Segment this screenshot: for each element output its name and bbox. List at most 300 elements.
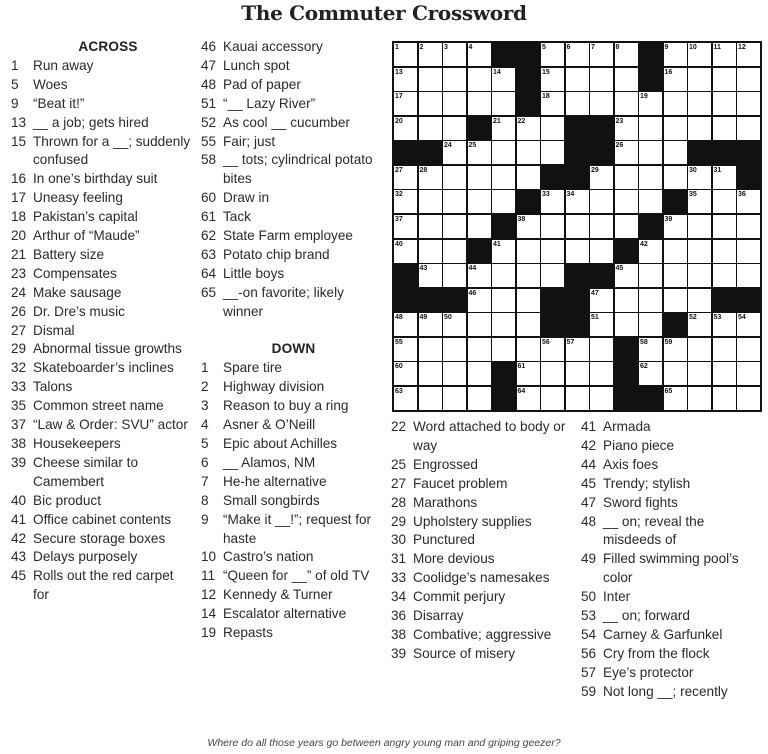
grid-cell[interactable] bbox=[713, 362, 736, 385]
grid-cell[interactable] bbox=[443, 362, 466, 385]
cell-number: 33 bbox=[542, 191, 550, 199]
grid-cell[interactable] bbox=[394, 313, 417, 336]
grid-cell[interactable] bbox=[468, 92, 491, 115]
grid-cell[interactable] bbox=[492, 92, 515, 115]
grid-cell[interactable] bbox=[419, 166, 442, 189]
grid-cell[interactable] bbox=[713, 117, 736, 140]
clue-number: 7 bbox=[201, 473, 209, 489]
grid-cell[interactable] bbox=[713, 190, 736, 213]
grid-cell[interactable] bbox=[737, 240, 760, 263]
grid-cell[interactable] bbox=[639, 338, 662, 361]
cell-number: 52 bbox=[689, 314, 697, 322]
grid-cell[interactable] bbox=[664, 387, 687, 410]
grid-cell[interactable] bbox=[541, 338, 564, 361]
grid-cell[interactable] bbox=[737, 43, 760, 66]
grid-cell[interactable] bbox=[541, 240, 564, 263]
cell-number: 35 bbox=[689, 191, 697, 199]
black-square bbox=[541, 289, 564, 312]
grid-cell[interactable] bbox=[688, 289, 711, 312]
clue-text: Fair; just bbox=[223, 133, 276, 149]
grid-cell[interactable] bbox=[688, 190, 711, 213]
grid-cell[interactable] bbox=[590, 338, 613, 361]
grid-cell[interactable] bbox=[590, 68, 613, 91]
grid-cell[interactable] bbox=[468, 289, 491, 312]
grid-cell[interactable] bbox=[615, 289, 638, 312]
grid-cell[interactable] bbox=[615, 313, 638, 336]
grid-cell[interactable] bbox=[713, 43, 736, 66]
grid-cell[interactable] bbox=[443, 215, 466, 238]
grid-cell[interactable] bbox=[541, 264, 564, 287]
grid-cell[interactable] bbox=[737, 313, 760, 336]
down-column-3 bbox=[391, 418, 576, 664]
grid-cell[interactable] bbox=[566, 240, 589, 263]
grid-cell[interactable] bbox=[517, 166, 540, 189]
clue-number: 51 bbox=[201, 95, 217, 111]
clue-number: 49 bbox=[581, 551, 597, 567]
grid-cell[interactable] bbox=[590, 215, 613, 238]
clue-text: Engrossed bbox=[413, 456, 478, 472]
grid-cell[interactable] bbox=[394, 92, 417, 115]
clue-text: Epic about Achilles bbox=[223, 436, 338, 451]
grid-cell[interactable] bbox=[664, 166, 687, 189]
grid-cell[interactable] bbox=[443, 117, 466, 140]
grid-cell[interactable] bbox=[468, 166, 491, 189]
cell-number: 38 bbox=[517, 215, 526, 223]
grid-cell[interactable] bbox=[590, 190, 613, 213]
grid-cell[interactable] bbox=[688, 43, 711, 66]
grid-cell[interactable] bbox=[590, 313, 613, 336]
black-square bbox=[590, 264, 613, 287]
grid-cell[interactable] bbox=[517, 240, 540, 263]
grid-cell[interactable] bbox=[419, 387, 442, 410]
grid-cell[interactable] bbox=[566, 68, 589, 91]
grid-cell[interactable] bbox=[688, 313, 711, 336]
clue-number: 31 bbox=[391, 551, 407, 567]
cell-number: 39 bbox=[664, 215, 673, 223]
grid-cell[interactable] bbox=[394, 215, 417, 238]
grid-cell[interactable] bbox=[492, 338, 515, 361]
grid-cell[interactable] bbox=[664, 68, 687, 91]
grid-cell[interactable] bbox=[688, 387, 711, 410]
clue-number: 39 bbox=[391, 645, 407, 661]
clue-text: Inter bbox=[603, 589, 631, 605]
clue-item bbox=[201, 151, 386, 189]
cell-number: 27 bbox=[395, 166, 403, 174]
grid-cell[interactable] bbox=[443, 264, 466, 287]
grid-cell[interactable] bbox=[615, 92, 638, 115]
cell-number: 59 bbox=[664, 338, 673, 346]
grid-cell[interactable] bbox=[590, 92, 613, 115]
cell-number: 43 bbox=[419, 265, 428, 273]
clue-text: Arthur of “Maude” bbox=[33, 228, 140, 244]
grid-cell[interactable] bbox=[713, 166, 736, 189]
down-heading: DOWN bbox=[271, 341, 316, 357]
cell-number: 2 bbox=[419, 44, 424, 51]
grid-cell[interactable] bbox=[737, 117, 760, 140]
grid-cell[interactable] bbox=[688, 338, 711, 361]
cell-number: 14 bbox=[493, 68, 501, 76]
grid-cell[interactable] bbox=[688, 264, 711, 287]
grid-cell[interactable] bbox=[713, 240, 736, 263]
clue-text: Carney & Garfunkel bbox=[603, 626, 723, 642]
black-square bbox=[517, 92, 540, 115]
black-square bbox=[394, 289, 417, 312]
grid-cell[interactable] bbox=[468, 264, 491, 287]
grid-cell[interactable] bbox=[590, 362, 613, 385]
grid-cell[interactable] bbox=[517, 313, 540, 336]
grid-cell[interactable] bbox=[590, 289, 613, 312]
cell-number: 28 bbox=[419, 166, 428, 174]
black-square bbox=[713, 141, 736, 164]
grid-cell[interactable] bbox=[492, 141, 515, 164]
clue-number: 58 bbox=[201, 152, 217, 168]
clue-item bbox=[581, 456, 766, 475]
clue-item bbox=[11, 322, 191, 341]
grid-cell[interactable] bbox=[737, 190, 760, 213]
grid-cell[interactable] bbox=[639, 289, 662, 312]
grid-cell[interactable] bbox=[541, 362, 564, 385]
grid-cell[interactable] bbox=[688, 166, 711, 189]
grid-cell[interactable] bbox=[468, 362, 491, 385]
clue-item bbox=[11, 95, 191, 114]
black-square bbox=[541, 313, 564, 336]
clue-item bbox=[581, 588, 766, 607]
clue-text: Word attached to body or way bbox=[413, 419, 566, 453]
grid-cell[interactable] bbox=[468, 387, 491, 410]
clue-number: 9 bbox=[201, 511, 209, 527]
grid-cell[interactable] bbox=[541, 387, 564, 410]
grid-cell[interactable] bbox=[737, 362, 760, 385]
clue-number: 19 bbox=[201, 625, 217, 641]
grid-cell[interactable] bbox=[419, 43, 442, 66]
grid-cell[interactable] bbox=[566, 387, 589, 410]
clue-number: 38 bbox=[11, 436, 27, 452]
grid-cell[interactable] bbox=[713, 92, 736, 115]
black-square bbox=[468, 240, 491, 263]
grid-cell[interactable] bbox=[443, 141, 466, 164]
clue-number: 60 bbox=[201, 190, 217, 206]
clue-text: Office cabinet contents bbox=[33, 511, 172, 527]
grid-cell[interactable] bbox=[541, 190, 564, 213]
cell-number: 16 bbox=[664, 68, 673, 76]
clue-text: Faucet problem bbox=[413, 475, 508, 491]
grid-cell[interactable] bbox=[394, 190, 417, 213]
clue-text: “Queen for __” of old TV bbox=[223, 568, 370, 584]
clue-item bbox=[11, 189, 191, 208]
grid-cell[interactable] bbox=[688, 68, 711, 91]
grid-cell[interactable] bbox=[713, 338, 736, 361]
black-square bbox=[664, 313, 687, 336]
grid-cell[interactable] bbox=[492, 289, 515, 312]
grid-cell[interactable] bbox=[517, 362, 540, 385]
grid-cell[interactable] bbox=[590, 240, 613, 263]
grid-cell[interactable] bbox=[541, 141, 564, 164]
grid-cell[interactable] bbox=[419, 190, 442, 213]
grid-cell[interactable] bbox=[517, 289, 540, 312]
cell-number: 10 bbox=[689, 44, 697, 51]
grid-cell[interactable] bbox=[664, 264, 687, 287]
clue-number: 27 bbox=[391, 475, 407, 491]
grid-cell[interactable] bbox=[713, 68, 736, 91]
grid-cell[interactable] bbox=[468, 68, 491, 91]
grid-cell[interactable] bbox=[468, 215, 491, 238]
grid-cell[interactable] bbox=[419, 117, 442, 140]
clue-number: 18 bbox=[11, 209, 27, 225]
grid-cell[interactable] bbox=[443, 338, 466, 361]
grid-cell[interactable] bbox=[443, 313, 466, 336]
grid-cell[interactable] bbox=[541, 92, 564, 115]
grid-cell[interactable] bbox=[590, 387, 613, 410]
grid-cell[interactable] bbox=[443, 68, 466, 91]
grid-cell[interactable] bbox=[468, 190, 491, 213]
grid-cell[interactable] bbox=[492, 166, 515, 189]
grid-cell[interactable] bbox=[419, 215, 442, 238]
grid-cell[interactable] bbox=[492, 68, 515, 91]
grid-cell[interactable] bbox=[639, 240, 662, 263]
clue-number: 40 bbox=[11, 492, 27, 508]
grid-cell[interactable] bbox=[419, 338, 442, 361]
grid-cell[interactable] bbox=[664, 92, 687, 115]
grid-cell[interactable] bbox=[639, 92, 662, 115]
clue-number: 41 bbox=[11, 511, 27, 527]
clue-number: 2 bbox=[201, 379, 209, 395]
grid-cell[interactable] bbox=[517, 264, 540, 287]
black-square bbox=[541, 166, 564, 189]
grid-cell[interactable] bbox=[737, 92, 760, 115]
grid-cell[interactable] bbox=[566, 362, 589, 385]
across-clue-list bbox=[11, 57, 191, 605]
clue-text: Lunch spot bbox=[223, 57, 290, 73]
grid-cell[interactable] bbox=[394, 68, 417, 91]
grid-cell[interactable] bbox=[443, 92, 466, 115]
grid-cell[interactable] bbox=[419, 264, 442, 287]
grid-cell[interactable] bbox=[639, 166, 662, 189]
grid-cell[interactable] bbox=[517, 141, 540, 164]
grid-cell[interactable] bbox=[615, 43, 638, 66]
grid-cell[interactable] bbox=[688, 240, 711, 263]
grid-cell[interactable] bbox=[394, 240, 417, 263]
grid-cell[interactable] bbox=[492, 313, 515, 336]
grid-cell[interactable] bbox=[615, 264, 638, 287]
grid-cell[interactable] bbox=[639, 190, 662, 213]
clue-text: Repasts bbox=[223, 625, 273, 641]
cell-number: 60 bbox=[395, 363, 403, 371]
grid-cell[interactable] bbox=[615, 215, 638, 238]
clue-text: Axis foes bbox=[603, 456, 659, 472]
cell-number: 17 bbox=[395, 93, 403, 101]
cell-number: 47 bbox=[591, 289, 599, 297]
clue-text: Thrown for a __; suddenly confused bbox=[33, 133, 191, 168]
grid-cell[interactable] bbox=[443, 43, 466, 66]
grid-cell[interactable] bbox=[517, 215, 540, 238]
grid-cell[interactable] bbox=[615, 141, 638, 164]
clue-number: 61 bbox=[201, 209, 217, 225]
clue-text: Housekeepers bbox=[33, 436, 121, 452]
grid-cell[interactable] bbox=[713, 215, 736, 238]
clue-text: Combative; aggressive bbox=[413, 626, 552, 642]
grid-cell[interactable] bbox=[492, 264, 515, 287]
clue-number: 11 bbox=[201, 568, 216, 584]
down-column-4 bbox=[581, 418, 766, 702]
grid-cell[interactable] bbox=[419, 362, 442, 385]
grid-cell[interactable] bbox=[737, 215, 760, 238]
grid-cell[interactable] bbox=[664, 215, 687, 238]
grid-cell[interactable] bbox=[419, 92, 442, 115]
cell-number: 37 bbox=[395, 215, 403, 223]
black-square bbox=[737, 166, 760, 189]
grid-cell[interactable] bbox=[566, 92, 589, 115]
clue-number: 8 bbox=[201, 492, 209, 508]
grid-cell[interactable] bbox=[664, 289, 687, 312]
grid-cell[interactable] bbox=[443, 166, 466, 189]
grid-cell[interactable] bbox=[541, 117, 564, 140]
grid-cell[interactable] bbox=[688, 215, 711, 238]
grid-cell[interactable] bbox=[443, 387, 466, 410]
grid-cell[interactable] bbox=[664, 117, 687, 140]
grid-cell[interactable] bbox=[468, 338, 491, 361]
cell-number: 54 bbox=[738, 314, 746, 322]
grid-cell[interactable] bbox=[664, 338, 687, 361]
grid-cell[interactable] bbox=[615, 190, 638, 213]
grid-cell[interactable] bbox=[517, 117, 540, 140]
clue-item bbox=[391, 569, 576, 588]
clue-item bbox=[201, 435, 386, 454]
across-clue-list-continued bbox=[201, 38, 386, 322]
clue-text: Highway division bbox=[223, 379, 325, 395]
grid-cell[interactable] bbox=[615, 117, 638, 140]
grid-cell[interactable] bbox=[492, 240, 515, 263]
grid-cell[interactable] bbox=[664, 240, 687, 263]
grid-cell[interactable] bbox=[541, 68, 564, 91]
grid-cell[interactable] bbox=[541, 43, 564, 66]
clue-text: Asner & O’Neill bbox=[223, 417, 316, 433]
grid-cell[interactable] bbox=[419, 240, 442, 263]
cell-number: 55 bbox=[395, 338, 403, 346]
clue-item bbox=[391, 475, 576, 494]
clue-number: 48 bbox=[581, 513, 597, 529]
grid-cell[interactable] bbox=[639, 117, 662, 140]
clue-item bbox=[581, 683, 766, 702]
clue-text: __ on; forward bbox=[603, 608, 690, 624]
grid-cell[interactable] bbox=[639, 313, 662, 336]
grid-cell[interactable] bbox=[713, 264, 736, 287]
clue-number: 12 bbox=[201, 587, 217, 603]
grid-cell[interactable] bbox=[492, 117, 515, 140]
grid-cell[interactable] bbox=[737, 387, 760, 410]
cell-number: 42 bbox=[640, 240, 648, 248]
grid-cell[interactable] bbox=[443, 240, 466, 263]
grid-cell[interactable] bbox=[639, 362, 662, 385]
grid-cell[interactable] bbox=[566, 190, 589, 213]
clue-text: Woes bbox=[33, 76, 68, 92]
clue-number: 6 bbox=[201, 454, 209, 470]
clue-number: 4 bbox=[201, 417, 209, 433]
grid-cell[interactable] bbox=[541, 215, 564, 238]
grid-cell[interactable] bbox=[590, 43, 613, 66]
clue-number: 34 bbox=[391, 589, 407, 605]
grid-cell[interactable] bbox=[688, 117, 711, 140]
cell-number: 31 bbox=[713, 166, 722, 174]
cell-number: 57 bbox=[566, 338, 575, 346]
grid-cell[interactable] bbox=[713, 313, 736, 336]
grid-cell[interactable] bbox=[394, 117, 417, 140]
grid-cell[interactable] bbox=[737, 338, 760, 361]
grid-cell[interactable] bbox=[517, 387, 540, 410]
clue-text: “Make it __!”; request for haste bbox=[223, 511, 372, 546]
clue-text: Common street name bbox=[33, 398, 164, 414]
grid-cell[interactable] bbox=[737, 264, 760, 287]
grid-cell[interactable] bbox=[394, 43, 417, 66]
clue-item bbox=[391, 607, 576, 626]
grid-cell[interactable] bbox=[615, 68, 638, 91]
cell-number: 45 bbox=[615, 265, 624, 273]
grid-cell[interactable] bbox=[664, 141, 687, 164]
grid-cell[interactable] bbox=[394, 338, 417, 361]
grid-cell[interactable] bbox=[688, 362, 711, 385]
grid-cell[interactable] bbox=[419, 68, 442, 91]
grid-cell[interactable] bbox=[664, 43, 687, 66]
cell-number: 5 bbox=[542, 44, 546, 51]
grid-cell[interactable] bbox=[590, 166, 613, 189]
clue-item bbox=[201, 511, 386, 549]
clue-item bbox=[201, 416, 386, 435]
grid-cell[interactable] bbox=[443, 190, 466, 213]
cell-number: 58 bbox=[640, 338, 648, 346]
grid-cell[interactable] bbox=[639, 141, 662, 164]
cell-number: 1 bbox=[395, 44, 399, 51]
grid-cell[interactable] bbox=[394, 362, 417, 385]
grid-cell[interactable] bbox=[566, 43, 589, 66]
grid-cell[interactable] bbox=[566, 215, 589, 238]
clue-number: 33 bbox=[11, 379, 27, 395]
grid-cell[interactable] bbox=[468, 313, 491, 336]
clue-item bbox=[581, 513, 766, 551]
grid-cell[interactable] bbox=[468, 43, 491, 66]
grid-cell[interactable] bbox=[566, 338, 589, 361]
grid-cell[interactable] bbox=[639, 264, 662, 287]
grid-cell[interactable] bbox=[713, 387, 736, 410]
clue-text: Escalator alternative bbox=[223, 606, 347, 622]
grid-cell[interactable] bbox=[394, 166, 417, 189]
grid-cell[interactable] bbox=[664, 362, 687, 385]
grid-cell[interactable] bbox=[688, 92, 711, 115]
black-square bbox=[394, 141, 417, 164]
grid-cell[interactable] bbox=[615, 166, 638, 189]
cell-number: 64 bbox=[517, 387, 526, 395]
clue-item bbox=[11, 548, 191, 567]
clue-number: 21 bbox=[11, 246, 27, 262]
clue-item bbox=[201, 548, 386, 567]
grid-cell[interactable] bbox=[492, 190, 515, 213]
clue-item bbox=[11, 530, 191, 549]
black-square bbox=[737, 141, 760, 164]
black-square bbox=[517, 68, 540, 91]
clue-text: In one’s birthday suit bbox=[33, 171, 158, 187]
grid-cell[interactable] bbox=[737, 68, 760, 91]
clue-item bbox=[201, 586, 386, 605]
grid-cell[interactable] bbox=[394, 387, 417, 410]
cell-number: 46 bbox=[468, 289, 477, 297]
grid-cell[interactable] bbox=[419, 313, 442, 336]
grid-cell[interactable] bbox=[517, 338, 540, 361]
cell-number: 50 bbox=[444, 314, 452, 322]
down-clue-list-continued bbox=[391, 418, 576, 664]
grid-cell[interactable] bbox=[468, 141, 491, 164]
clue-text: Draw in bbox=[223, 190, 270, 206]
clue-number: 45 bbox=[581, 475, 597, 491]
clue-text: Little boys bbox=[223, 265, 285, 281]
clue-number: 13 bbox=[11, 114, 27, 130]
